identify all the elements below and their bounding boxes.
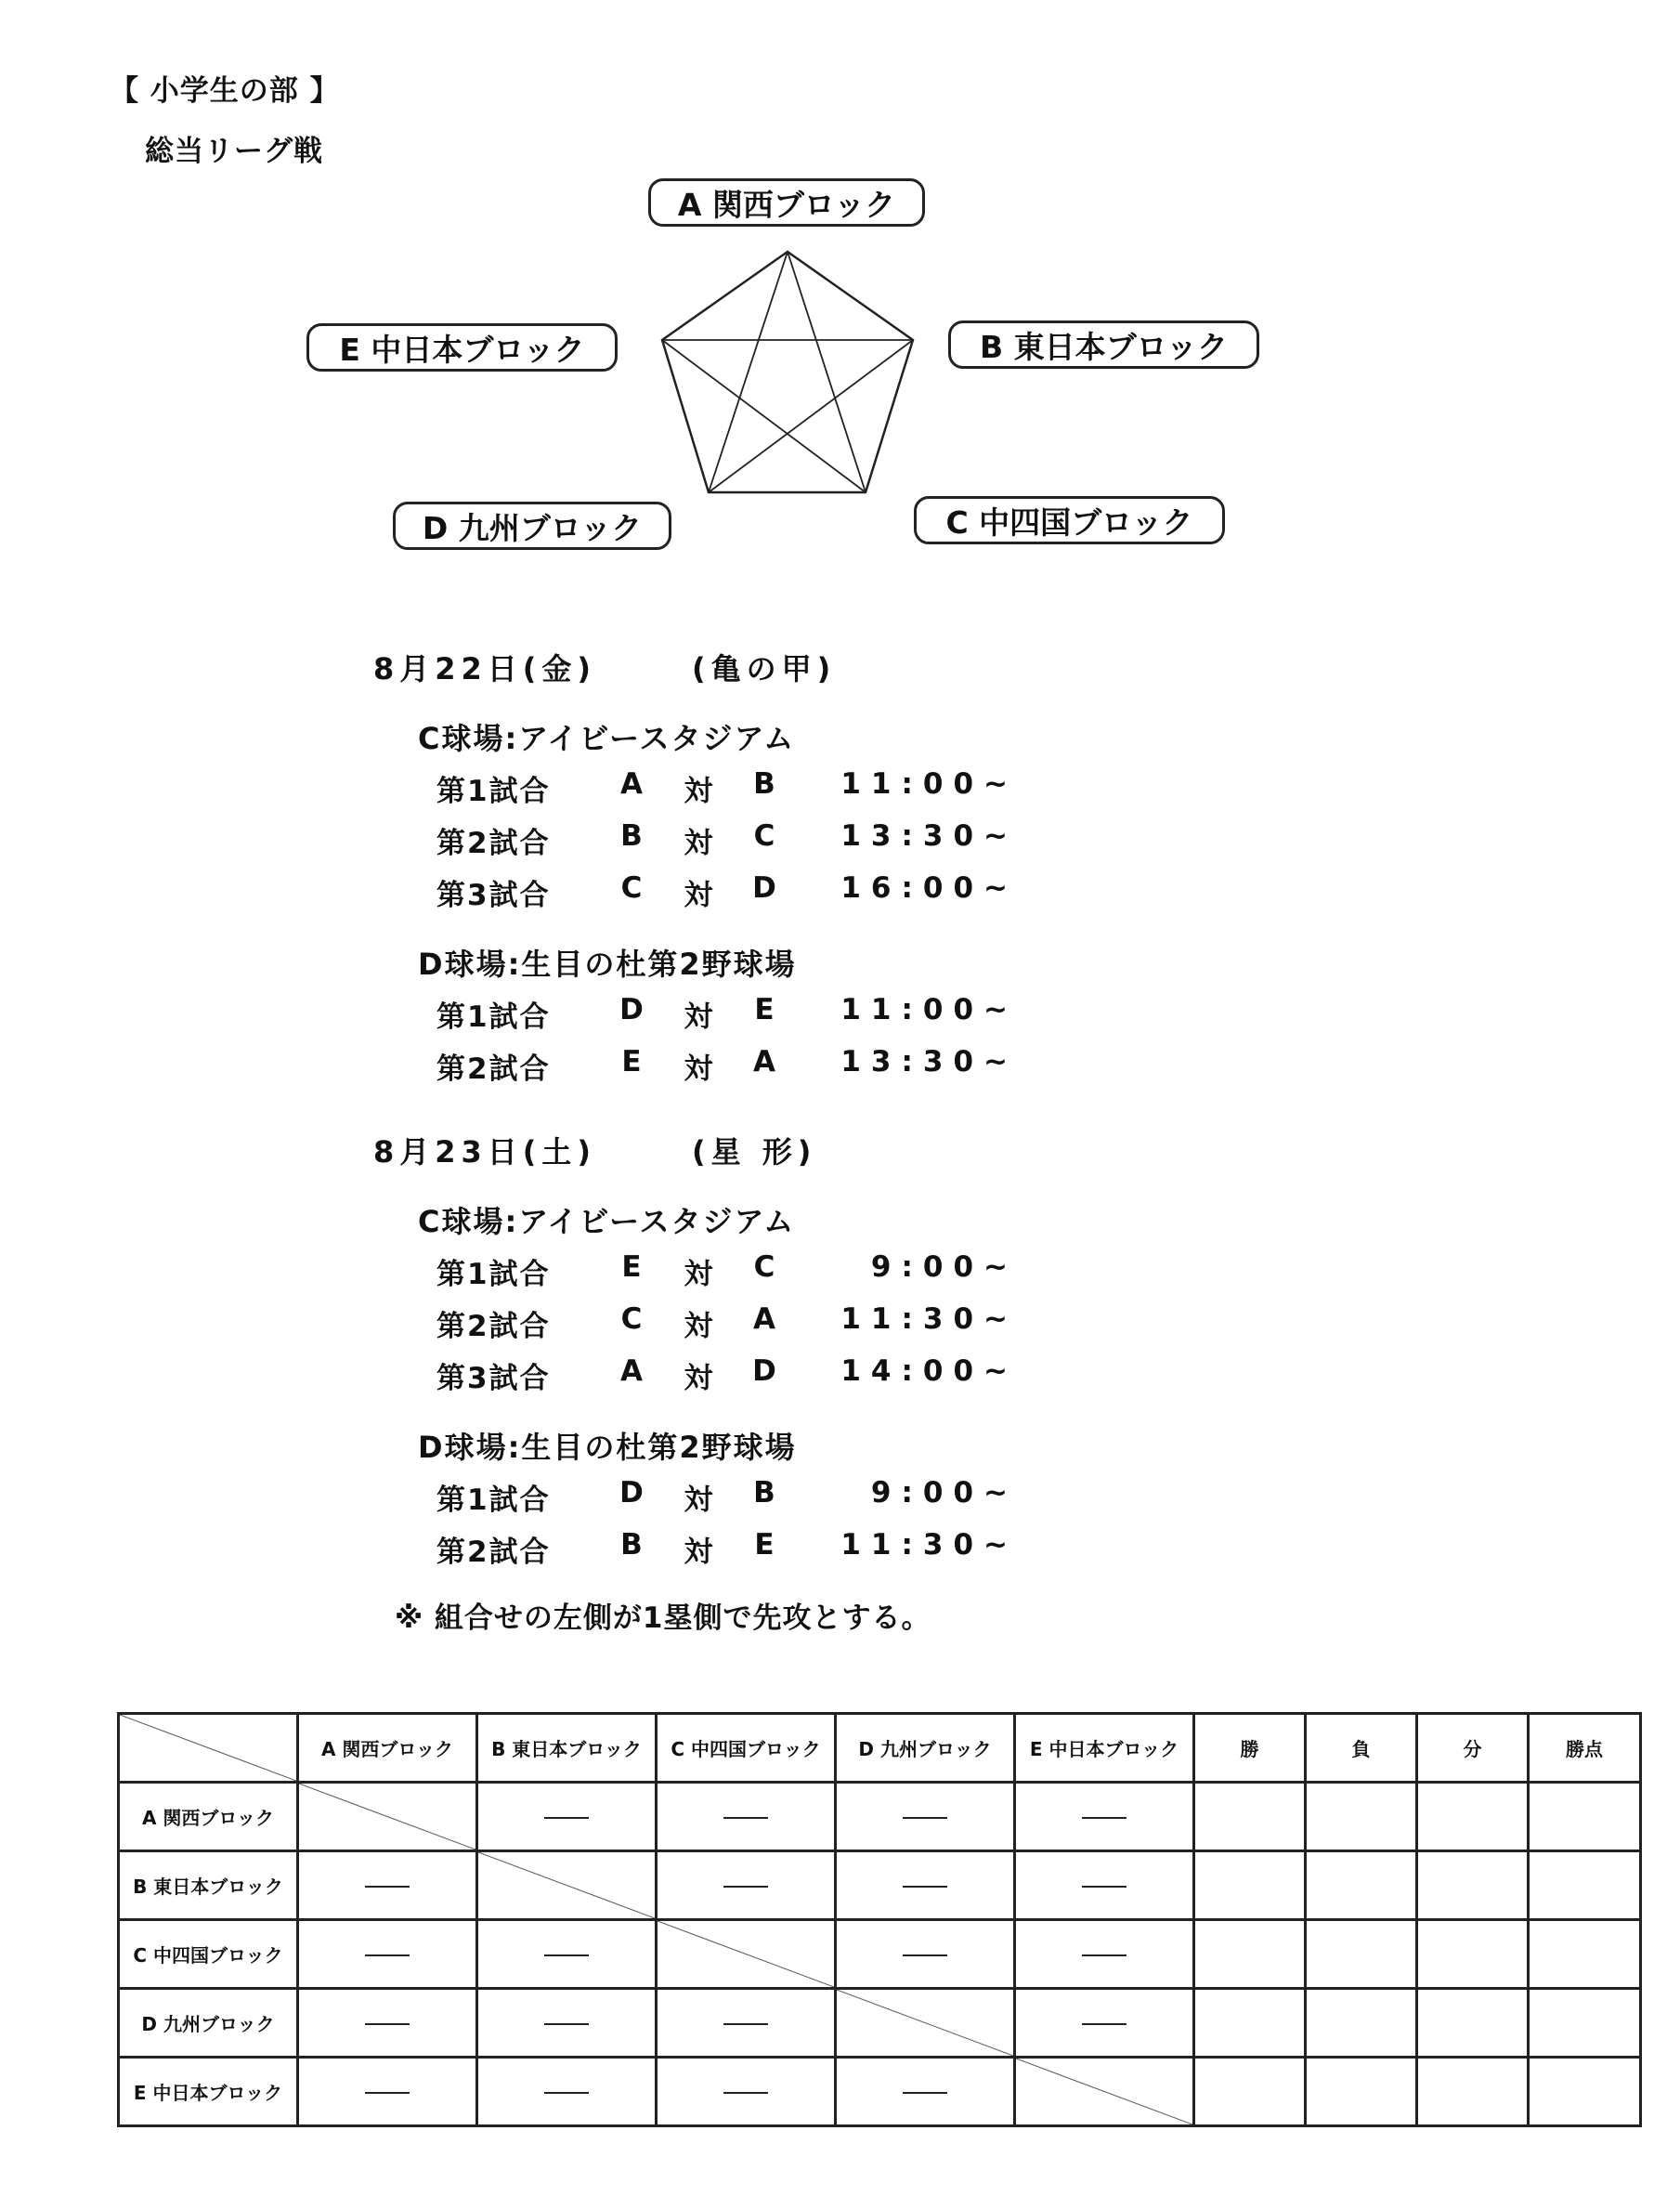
result-cell: [1015, 1851, 1194, 1920]
match-row: [436, 819, 1031, 871]
draws-cell: [1417, 2058, 1529, 2126]
block-label-a: A 関西ブロック: [648, 178, 925, 227]
match-home: C: [620, 871, 643, 905]
dash-mark: [365, 1954, 410, 1956]
dash-mark: [1082, 1886, 1127, 1888]
match-time: 13:30~: [840, 819, 1018, 853]
match-row: [436, 1302, 1031, 1354]
match-time: 9:00~: [870, 1476, 1018, 1510]
points-cell: [1529, 1851, 1641, 1920]
day2-field-c-title: C球場:アイビースタジアム: [418, 1204, 796, 1239]
dash-mark: [544, 2023, 589, 2025]
match-away: C: [753, 819, 775, 853]
row-header: E 中日本ブロック: [119, 2058, 298, 2126]
match-time: 14:00~: [840, 1354, 1018, 1388]
match-time: 16:00~: [840, 871, 1018, 905]
day2-date: 8月23日(土): [373, 1134, 597, 1170]
points-cell: [1529, 2058, 1641, 2126]
match-vs: 対: [684, 1310, 713, 1343]
day1-date: 8月22日(金): [373, 651, 597, 686]
match-vs: 対: [684, 827, 713, 860]
table-row: [119, 1851, 1641, 1920]
result-cell: [477, 1783, 657, 1851]
draws-cell: [1417, 1851, 1529, 1920]
result-cell: [836, 2058, 1015, 2126]
match-time: 11:30~: [840, 1528, 1018, 1562]
match-number: 第2試合: [436, 1310, 551, 1343]
wins-cell: [1194, 1783, 1306, 1851]
match-number: 第3試合: [436, 1362, 551, 1395]
match-time: 9:00~: [870, 1250, 1018, 1284]
losses-cell: [1306, 1851, 1417, 1920]
match-number: 第2試合: [436, 1536, 551, 1569]
match-away: B: [753, 1476, 775, 1510]
dash-mark: [903, 1886, 947, 1888]
match-number: 第1試合: [436, 1000, 551, 1034]
match-time: 11:00~: [840, 767, 1018, 801]
match-number: 第2試合: [436, 827, 551, 860]
day1-field-d-title: D球場:生目の杜第2野球場: [418, 947, 797, 982]
match-vs: 対: [684, 1362, 713, 1395]
match-home: B: [620, 819, 643, 853]
match-vs: 対: [684, 1536, 713, 1569]
cell-diagonal: [1016, 2059, 1192, 2124]
wins-cell: [1194, 2058, 1306, 2126]
match-away: E: [754, 993, 775, 1026]
match-row: [436, 767, 1031, 819]
day1-field-c-title: C球場:アイビースタジアム: [418, 721, 796, 756]
batting-order-note: ※ 組合せの左側が1塁側で先攻とする。: [395, 1601, 931, 1635]
row-header: B 東日本ブロック: [119, 1851, 298, 1920]
dash-mark: [723, 1886, 768, 1888]
table-row: [119, 1783, 1641, 1851]
corner-cell: [119, 1714, 298, 1783]
match-home: B: [620, 1528, 643, 1562]
match-away: D: [752, 871, 776, 905]
dash-mark: [903, 2092, 947, 2094]
cell-diagonal: [837, 1990, 1013, 2056]
column-header: 負: [1306, 1714, 1417, 1783]
table-row: [119, 2058, 1641, 2126]
result-cell: [657, 1783, 836, 1851]
match-row: [436, 993, 1031, 1045]
draws-cell: [1417, 1989, 1529, 2058]
dash-mark: [544, 1817, 589, 1819]
column-header: 勝: [1194, 1714, 1306, 1783]
block-label-c: C 中四国ブロック: [914, 496, 1225, 544]
cell-diagonal: [299, 1784, 475, 1850]
standings-table: [117, 1712, 1642, 2127]
dash-mark: [1082, 2023, 1127, 2025]
dash-mark: [1082, 1817, 1127, 1819]
points-cell: [1529, 1989, 1641, 2058]
column-header: 勝点: [1529, 1714, 1641, 1783]
losses-cell: [1306, 2058, 1417, 2126]
pentagon-outline: [662, 252, 913, 492]
result-cell: [477, 2058, 657, 2126]
cell-diagonal: [658, 1921, 834, 1987]
pentagon-star: [662, 252, 913, 492]
match-away: C: [753, 1250, 775, 1284]
result-cell: [477, 1989, 657, 2058]
draws-cell: [1417, 1920, 1529, 1989]
match-time: 11:30~: [840, 1302, 1018, 1336]
round-robin-pentagon: [0, 0, 1680, 576]
row-header: C 中四国ブロック: [119, 1920, 298, 1989]
result-cell: [1015, 1920, 1194, 1989]
points-cell: [1529, 1920, 1641, 1989]
match-vs: 対: [684, 1052, 713, 1086]
match-vs: 対: [684, 775, 713, 808]
match-time: 13:30~: [840, 1045, 1018, 1078]
match-row: [436, 1476, 1031, 1528]
column-header: 分: [1417, 1714, 1529, 1783]
block-label-e: E 中日本ブロック: [306, 323, 618, 372]
corner-diagonal: [120, 1715, 296, 1781]
match-number: 第2試合: [436, 1052, 551, 1086]
match-vs: 対: [684, 1258, 713, 1291]
result-cell: [477, 1920, 657, 1989]
dash-mark: [723, 1817, 768, 1819]
points-cell: [1529, 1783, 1641, 1851]
wins-cell: [1194, 1989, 1306, 2058]
losses-cell: [1306, 1989, 1417, 2058]
block-label-d: D 九州ブロック: [393, 502, 671, 550]
result-cell: [836, 1851, 1015, 1920]
match-row: [436, 1528, 1031, 1580]
column-header: E 中日本ブロック: [1015, 1714, 1194, 1783]
dash-mark: [723, 2023, 768, 2025]
match-row: [436, 1354, 1031, 1406]
column-header: B 東日本ブロック: [477, 1714, 657, 1783]
match-row: [436, 1045, 1031, 1097]
match-away: B: [753, 767, 775, 801]
self-match-cell: [477, 1851, 657, 1920]
match-home: A: [620, 767, 643, 801]
self-match-cell: [836, 1989, 1015, 2058]
result-cell: [657, 2058, 836, 2126]
dash-mark: [544, 2092, 589, 2094]
wins-cell: [1194, 1851, 1306, 1920]
column-header: A 関西ブロック: [298, 1714, 477, 1783]
cell-diagonal: [478, 1852, 655, 1918]
result-cell: [1015, 1783, 1194, 1851]
dash-mark: [544, 1954, 589, 1956]
result-cell: [836, 1783, 1015, 1851]
match-vs: 対: [684, 1000, 713, 1034]
dash-mark: [903, 1817, 947, 1819]
match-time: 11:00~: [840, 993, 1018, 1026]
match-away: A: [753, 1045, 775, 1078]
draws-cell: [1417, 1783, 1529, 1851]
row-header: A 関西ブロック: [119, 1783, 298, 1851]
dash-mark: [903, 1954, 947, 1956]
result-cell: [657, 1989, 836, 2058]
match-row: [436, 1250, 1031, 1302]
match-number: 第3試合: [436, 879, 551, 912]
league-format-title: 総当リーグ戦: [145, 135, 323, 168]
block-label-b: B 東日本ブロック: [948, 320, 1259, 369]
day2-field-d-title: D球場:生目の杜第2野球場: [418, 1430, 797, 1465]
row-header: D 九州ブロック: [119, 1989, 298, 2058]
day1-venue: (亀の甲): [692, 651, 837, 686]
match-vs: 対: [684, 1484, 713, 1517]
section-title: 【 小学生の部 】: [110, 74, 340, 108]
result-cell: [836, 1920, 1015, 1989]
dash-mark: [365, 2092, 410, 2094]
match-away: D: [752, 1354, 776, 1388]
dash-mark: [723, 2092, 768, 2094]
losses-cell: [1306, 1920, 1417, 1989]
dash-mark: [365, 1886, 410, 1888]
match-home: D: [619, 1476, 644, 1510]
match-home: D: [619, 993, 644, 1026]
match-home: C: [620, 1302, 643, 1336]
day2-venue: (星 形): [692, 1134, 817, 1170]
result-cell: [298, 1851, 477, 1920]
column-header: C 中四国ブロック: [657, 1714, 836, 1783]
result-cell: [657, 1851, 836, 1920]
match-away: A: [753, 1302, 775, 1336]
column-header: D 九州ブロック: [836, 1714, 1015, 1783]
table-row: [119, 1920, 1641, 1989]
dash-mark: [1082, 1954, 1127, 1956]
wins-cell: [1194, 1920, 1306, 1989]
match-home: A: [620, 1354, 643, 1388]
table-row: [119, 1989, 1641, 2058]
self-match-cell: [1015, 2058, 1194, 2126]
match-home: E: [621, 1045, 642, 1078]
result-cell: [298, 1989, 477, 2058]
match-away: E: [754, 1528, 775, 1562]
losses-cell: [1306, 1783, 1417, 1851]
result-cell: [298, 2058, 477, 2126]
self-match-cell: [298, 1783, 477, 1851]
dash-mark: [365, 2023, 410, 2025]
result-cell: [1015, 1989, 1194, 2058]
match-row: [436, 871, 1031, 923]
result-cell: [298, 1920, 477, 1989]
match-number: 第1試合: [436, 1258, 551, 1291]
table-header-row: [119, 1714, 1641, 1783]
match-number: 第1試合: [436, 1484, 551, 1517]
match-vs: 対: [684, 879, 713, 912]
self-match-cell: [657, 1920, 836, 1989]
match-home: E: [621, 1250, 642, 1284]
match-number: 第1試合: [436, 775, 551, 808]
